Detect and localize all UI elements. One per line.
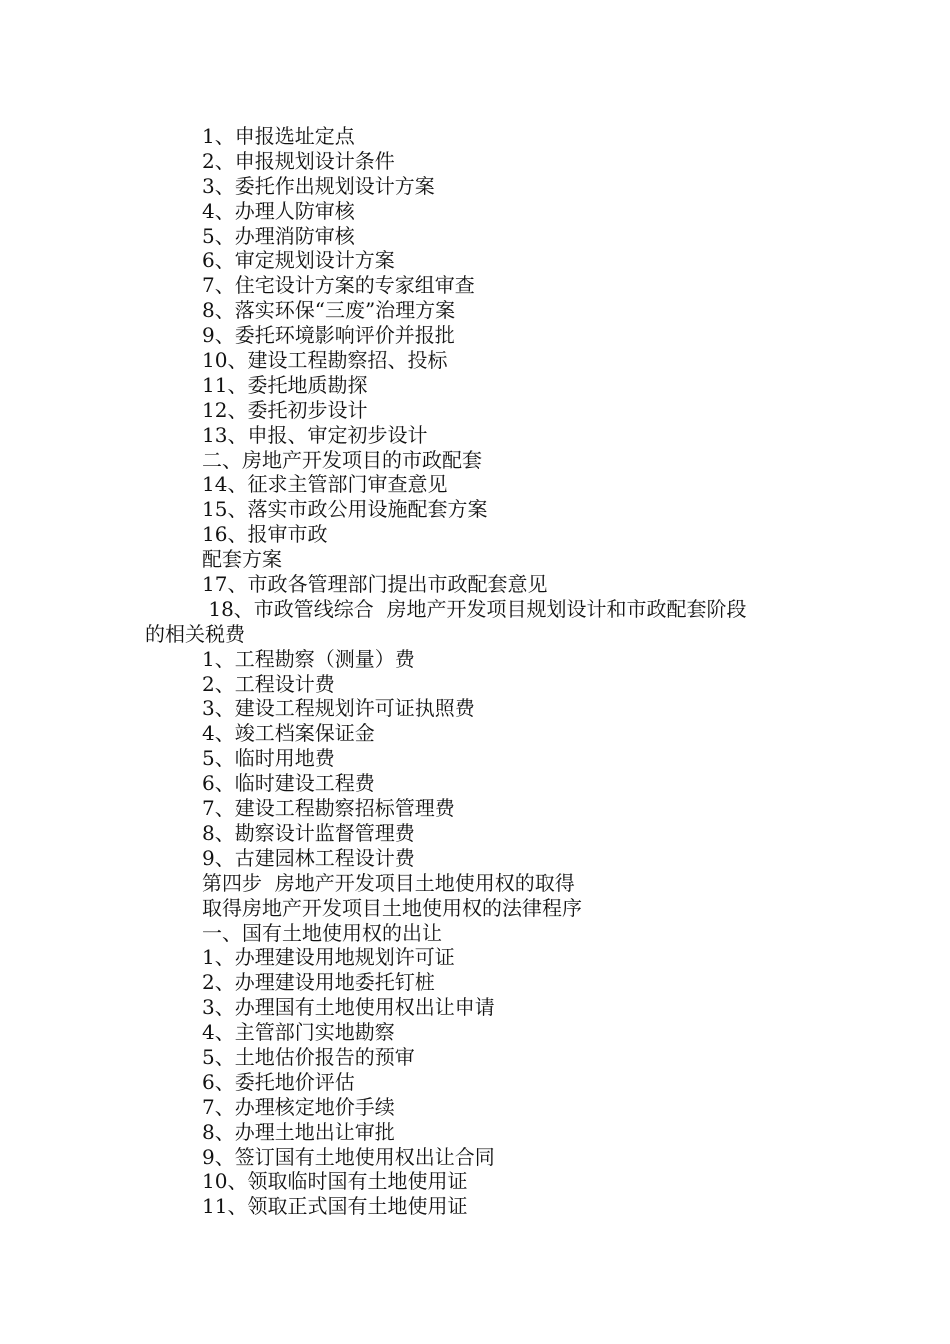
text-line: 11、委托地质勘探 xyxy=(202,372,368,397)
text-line: 1、申报选址定点 xyxy=(202,124,355,148)
text-line: 17、市政各管理部门提出市政配套意见 xyxy=(202,572,548,597)
text-line: 15、落实市政公用设施配套方案 xyxy=(202,497,488,522)
text-line: 6、审定规划设计方案 xyxy=(202,248,395,273)
text-line: 10、领取临时国有土地使用证 xyxy=(202,1169,468,1194)
text-line: 1、工程勘察（测量）费 xyxy=(202,646,415,671)
text-line: 14、征求主管部门审查意见 xyxy=(202,472,448,497)
section-heading: 一、国有土地使用权的出让 xyxy=(202,920,442,945)
text-line: 2、办理建设用地委托钉桩 xyxy=(202,970,435,995)
text-line: 6、委托地价评估 xyxy=(202,1069,355,1094)
text-line: 12、委托初步设计 xyxy=(202,397,368,422)
text-line-continuation: 的相关税费 xyxy=(145,621,245,646)
text-line: 5、办理消防审核 xyxy=(202,223,355,248)
text-line: 13、申报、审定初步设计 xyxy=(202,422,428,447)
text-line: 1、办理建设用地规划许可证 xyxy=(202,945,455,970)
text-line: 7、建设工程勘察招标管理费 xyxy=(202,796,455,821)
text-line: 18、市政管线综合 房地产开发项目规划设计和市政配套阶段 xyxy=(202,596,747,621)
text-line: 配套方案 xyxy=(202,547,282,572)
text-line: 9、签订国有土地使用权出让合同 xyxy=(202,1144,495,1169)
text-line: 6、临时建设工程费 xyxy=(202,771,375,796)
text-line: 7、住宅设计方案的专家组审查 xyxy=(202,273,475,298)
text-line: 4、主管部门实地勘察 xyxy=(202,1020,395,1045)
text-line: 2、工程设计费 xyxy=(202,671,335,696)
text-line: 4、办理人防审核 xyxy=(202,198,355,223)
text-line: 8、落实环保“三废”治理方案 xyxy=(202,298,456,323)
step-heading: 第四步 房地产开发项目土地使用权的取得 xyxy=(202,870,575,895)
text-line: 5、临时用地费 xyxy=(202,746,335,771)
text-line: 8、办理土地出让审批 xyxy=(202,1119,395,1144)
text-line: 3、建设工程规划许可证执照费 xyxy=(202,696,475,721)
text-line: 7、办理核定地价手续 xyxy=(202,1094,395,1119)
subheading: 取得房地产开发项目土地使用权的法律程序 xyxy=(202,895,582,920)
text-line: 10、建设工程勘察招、投标 xyxy=(202,348,448,373)
text-line: 5、土地估价报告的预审 xyxy=(202,1044,415,1069)
text-line: 2、申报规划设计条件 xyxy=(202,148,395,173)
text-line: 8、勘察设计监督管理费 xyxy=(202,820,415,845)
text-line: 3、办理国有土地使用权出让申请 xyxy=(202,995,495,1020)
text-line: 3、委托作出规划设计方案 xyxy=(202,173,435,198)
text-line: 4、竣工档案保证金 xyxy=(202,721,375,746)
section-heading: 二、房地产开发项目的市政配套 xyxy=(202,447,482,472)
document-page xyxy=(0,124,950,1219)
text-line: 9、古建园林工程设计费 xyxy=(202,845,415,870)
text-line: 16、报审市政 xyxy=(202,522,328,547)
text-line: 9、委托环境影响评价并报批 xyxy=(202,323,455,348)
text-line: 11、领取正式国有土地使用证 xyxy=(202,1194,468,1219)
